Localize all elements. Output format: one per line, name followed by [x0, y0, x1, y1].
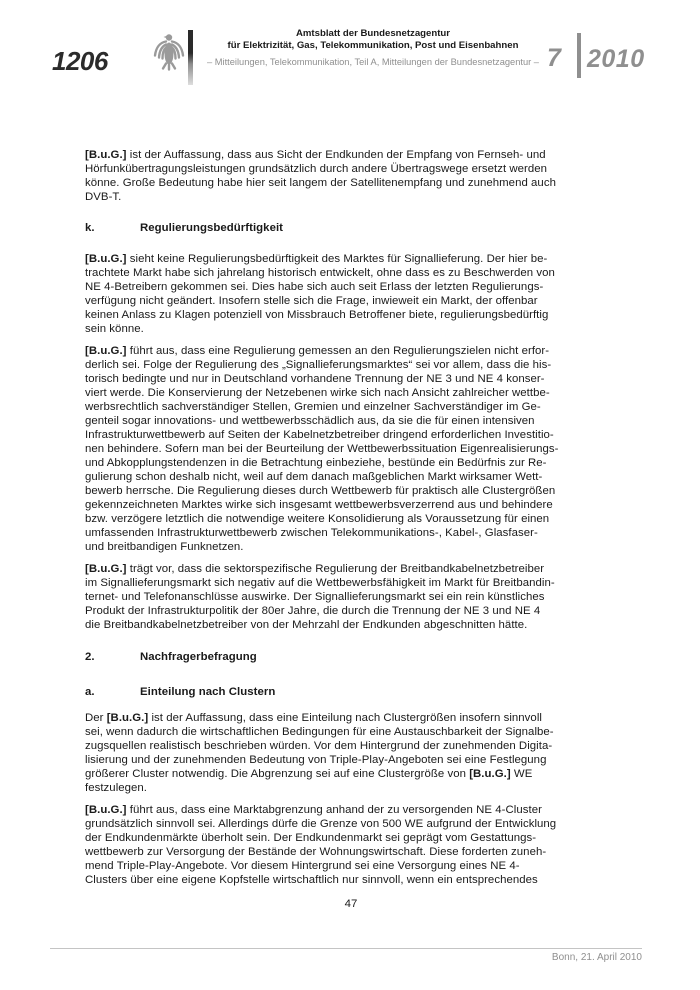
issue-number: 7 — [547, 44, 561, 72]
text-line: [B.u.G.] ist der Auffassung, dass aus Sicht der Endkunden der Empfang von Fernseh- und — [85, 149, 546, 161]
text-line: werbsrechtlich sachverständiger Stellen, Gremien und einzelner Sachverständiger im Ge- — [85, 401, 541, 413]
text-line: grundsätzlich sinnvoll sei. Allerdings dürfe die Grenze von 500 WE aufgrund der Entwicklung — [85, 818, 557, 830]
text-line: derlich sei. Folge der Regulierung des „Signallieferungsmarktes“ sei vor allem, dass die his- — [85, 359, 552, 371]
text-line: torisch bedingte und nur in Deutschland vorhandene Trennung der NE 3 und NE 4 konser- — [85, 373, 545, 385]
footer-date: Bonn, 21. April 2010 — [551, 952, 642, 963]
section-heading-title: Regulierungsbedürftigkeit — [140, 222, 284, 234]
text-line: DVB-T. — [85, 191, 122, 203]
paragraph — [85, 252, 625, 336]
text-line: [B.u.G.] führt aus, dass eine Regulierung gemessen an den Regulierungszielen nicht erfor- — [85, 345, 550, 357]
text-line: [B.u.G.] führt aus, dass eine Marktabgrenzung anhand der zu versorgenden NE 4-Cluster — [85, 804, 542, 816]
text-line: größerer Cluster notwendig. Die Abgrenzung sei auf eine Clustergröße von [B.u.G.] WE — [85, 768, 533, 780]
text-line: festzulegen. — [85, 782, 148, 794]
text-line: bzw. verzögere letztlich die notwendige weitere Konsolidierung als Voraussetzung für einen — [85, 513, 550, 525]
bundesadler-eagle-icon — [152, 29, 186, 72]
text-line: sei, wenn dadurch die wirtschaftlichen Bedingungen für eine Austauschbarkeit der Signalbe- — [85, 726, 554, 738]
section-heading — [85, 650, 625, 664]
paragraph — [85, 803, 625, 887]
text-line: sein könne. — [85, 323, 144, 335]
text-line: umfassenden Infrastrukturwettbewerb zwischen Telekommunikations-, Kabel-, Glasfaser- — [85, 527, 538, 539]
text-line: mend Triple-Play-Angebote. Vor diesem Hintergrund sei eine Versorgung eines NE 4- — [85, 860, 520, 872]
masthead-title-line1: Amtsblatt der Bundesnetzagentur — [295, 28, 451, 39]
text-line: und breitbandigen Funknetzen. — [85, 541, 244, 553]
text-line: lisierung und der zunehmenden Bedeutung von Triple-Play-Angeboten sei eine Festlegung — [85, 754, 547, 766]
text-line: Hörfunkübertragungsleistungen grundsätzlich durch andere Übertragswege ersetzt werden — [85, 163, 548, 175]
section-heading-title: Einteilung nach Clustern — [140, 686, 276, 698]
text-line: bewerb herrsche. Die Regulierung dieses durch Wettbewerb für praktisch alle Clustergrößen — [85, 485, 556, 497]
text-line: [B.u.G.] trägt vor, dass die sektorspezifische Regulierung der Breitbandkabelnetzbetreiber — [85, 563, 545, 575]
text-line: Infrastrukturwettbewerb auf Seiten der Kabelnetzbetreiber dringend erforderlichen Investitio- — [85, 429, 554, 441]
text-line: ternet- und Telefonanschlüsse auswirke. Der Signallieferungsmarkt sei ein rein künstliches — [85, 591, 545, 603]
edition-number: 1206 — [52, 46, 108, 76]
masthead — [193, 28, 553, 68]
text-line: Produkt der Infrastrukturpolitik der 80er Jahre, die durch die Trennung der NE 3 und NE 4 — [85, 605, 541, 617]
page-number: 47 — [344, 898, 358, 910]
text-line: gekennzeichneten Marktes wirke sich insgesamt wettbewerbsverzerrend aus und behindere — [85, 499, 553, 511]
text-line: keinen Anlass zu Klagen potenziell von Missbrauch Betroffener biete, regulierungsbedürftig — [85, 309, 549, 321]
text-line: die Breitbandkabelnetzbetreiber von der Mehrzahl der Endkunden abgeschnitten hätte. — [85, 619, 528, 631]
section-heading-number: a. — [85, 686, 95, 698]
text-line: [B.u.G.] sieht keine Regulierungsbedürftigkeit des Marktes für Signallieferung. Der hier be- — [85, 253, 548, 265]
text-line: Clusters über eine eigene Kopfstelle wirtschaftlich nur sinnvoll, wenn ein entsprechendes — [85, 874, 538, 886]
text-line: und Abkopplungstendenzen in die Betrachtung einbeziehe, bestünde ein Bedürfnis zur Re- — [85, 457, 547, 469]
text-line: Der [B.u.G.] ist der Auffassung, dass eine Einteilung nach Clustergrößen insofern sinnvoll — [85, 712, 542, 724]
text-line: trachtete Markt habe sich jahrelang historisch entwickelt, ohne dass es zu Beschwerden von — [85, 267, 555, 279]
section-heading-number: 2. — [85, 651, 95, 663]
masthead-title-line2: für Elektrizität, Gas, Telekommunikation, Post und Eisenbahnen — [227, 40, 519, 51]
footer-rule — [50, 948, 642, 949]
text-line: wettbewerb zur Versorgung der Bestände der Wohnungswirtschaft. Diese forderten zuneh- — [85, 846, 547, 858]
section-heading — [85, 685, 625, 699]
text-line: gulierung schon deshalb nicht, weil auf dem danach maßgeblichen Markt wirksamer Wett- — [85, 471, 543, 483]
text-line: im Signallieferungsmarkt sich negativ auf die Wettbewerbsfähigkeit im Markt für Breitbandin- — [85, 577, 555, 589]
issue-year-divider-bar — [577, 33, 581, 78]
text-line: verfügung nicht geändert. Insofern stelle sich die Frage, inwieweit ein Markt, der offenbar — [85, 295, 538, 307]
paragraph — [85, 711, 625, 795]
text-line: genteil sogar innovations- und wettbewerbsschädlich aus, da sie die für einen intensiven — [85, 415, 535, 427]
text-line: NE 4-Betreibern gekommen sei. Dies habe sich auch seit Erlass der letzten Regulierungs- — [85, 281, 544, 293]
text-line: nen behindere. Sofern man bei der Beurteilung der Wettbewerbssituation Eigenrealisierungs- — [85, 443, 559, 455]
section-heading-title: Nachfragerbefragung — [140, 651, 257, 663]
section-heading-number: k. — [85, 222, 95, 234]
masthead-subtitle: – Mitteilungen, Telekommunikation, Teil A, Mitteilungen der Bundesnetzagentur – — [207, 57, 539, 67]
text-line: viert werde. Die Konservierung der Netzebenen wirke sich nach Ansicht zahlreicher wettbe- — [85, 387, 550, 399]
text-line: zugsquellen realistisch beschrieben würden. Vor dem Hintergrund der zunehmenden Digita- — [85, 740, 553, 752]
paragraph — [85, 562, 625, 632]
section-heading — [85, 221, 625, 235]
body-content — [85, 148, 625, 900]
paragraph — [85, 344, 625, 554]
issue-year: 2010 — [587, 45, 645, 73]
text-line: könne. Große Bedeutung habe hier seit langem der Satellitenempfang und zunehmend auch — [85, 177, 556, 189]
text-line: der Endkundenmärkte überholt sein. Der Endkundenmarkt sei geprägt vom Gestattungs- — [85, 832, 537, 844]
paragraph — [85, 148, 625, 204]
